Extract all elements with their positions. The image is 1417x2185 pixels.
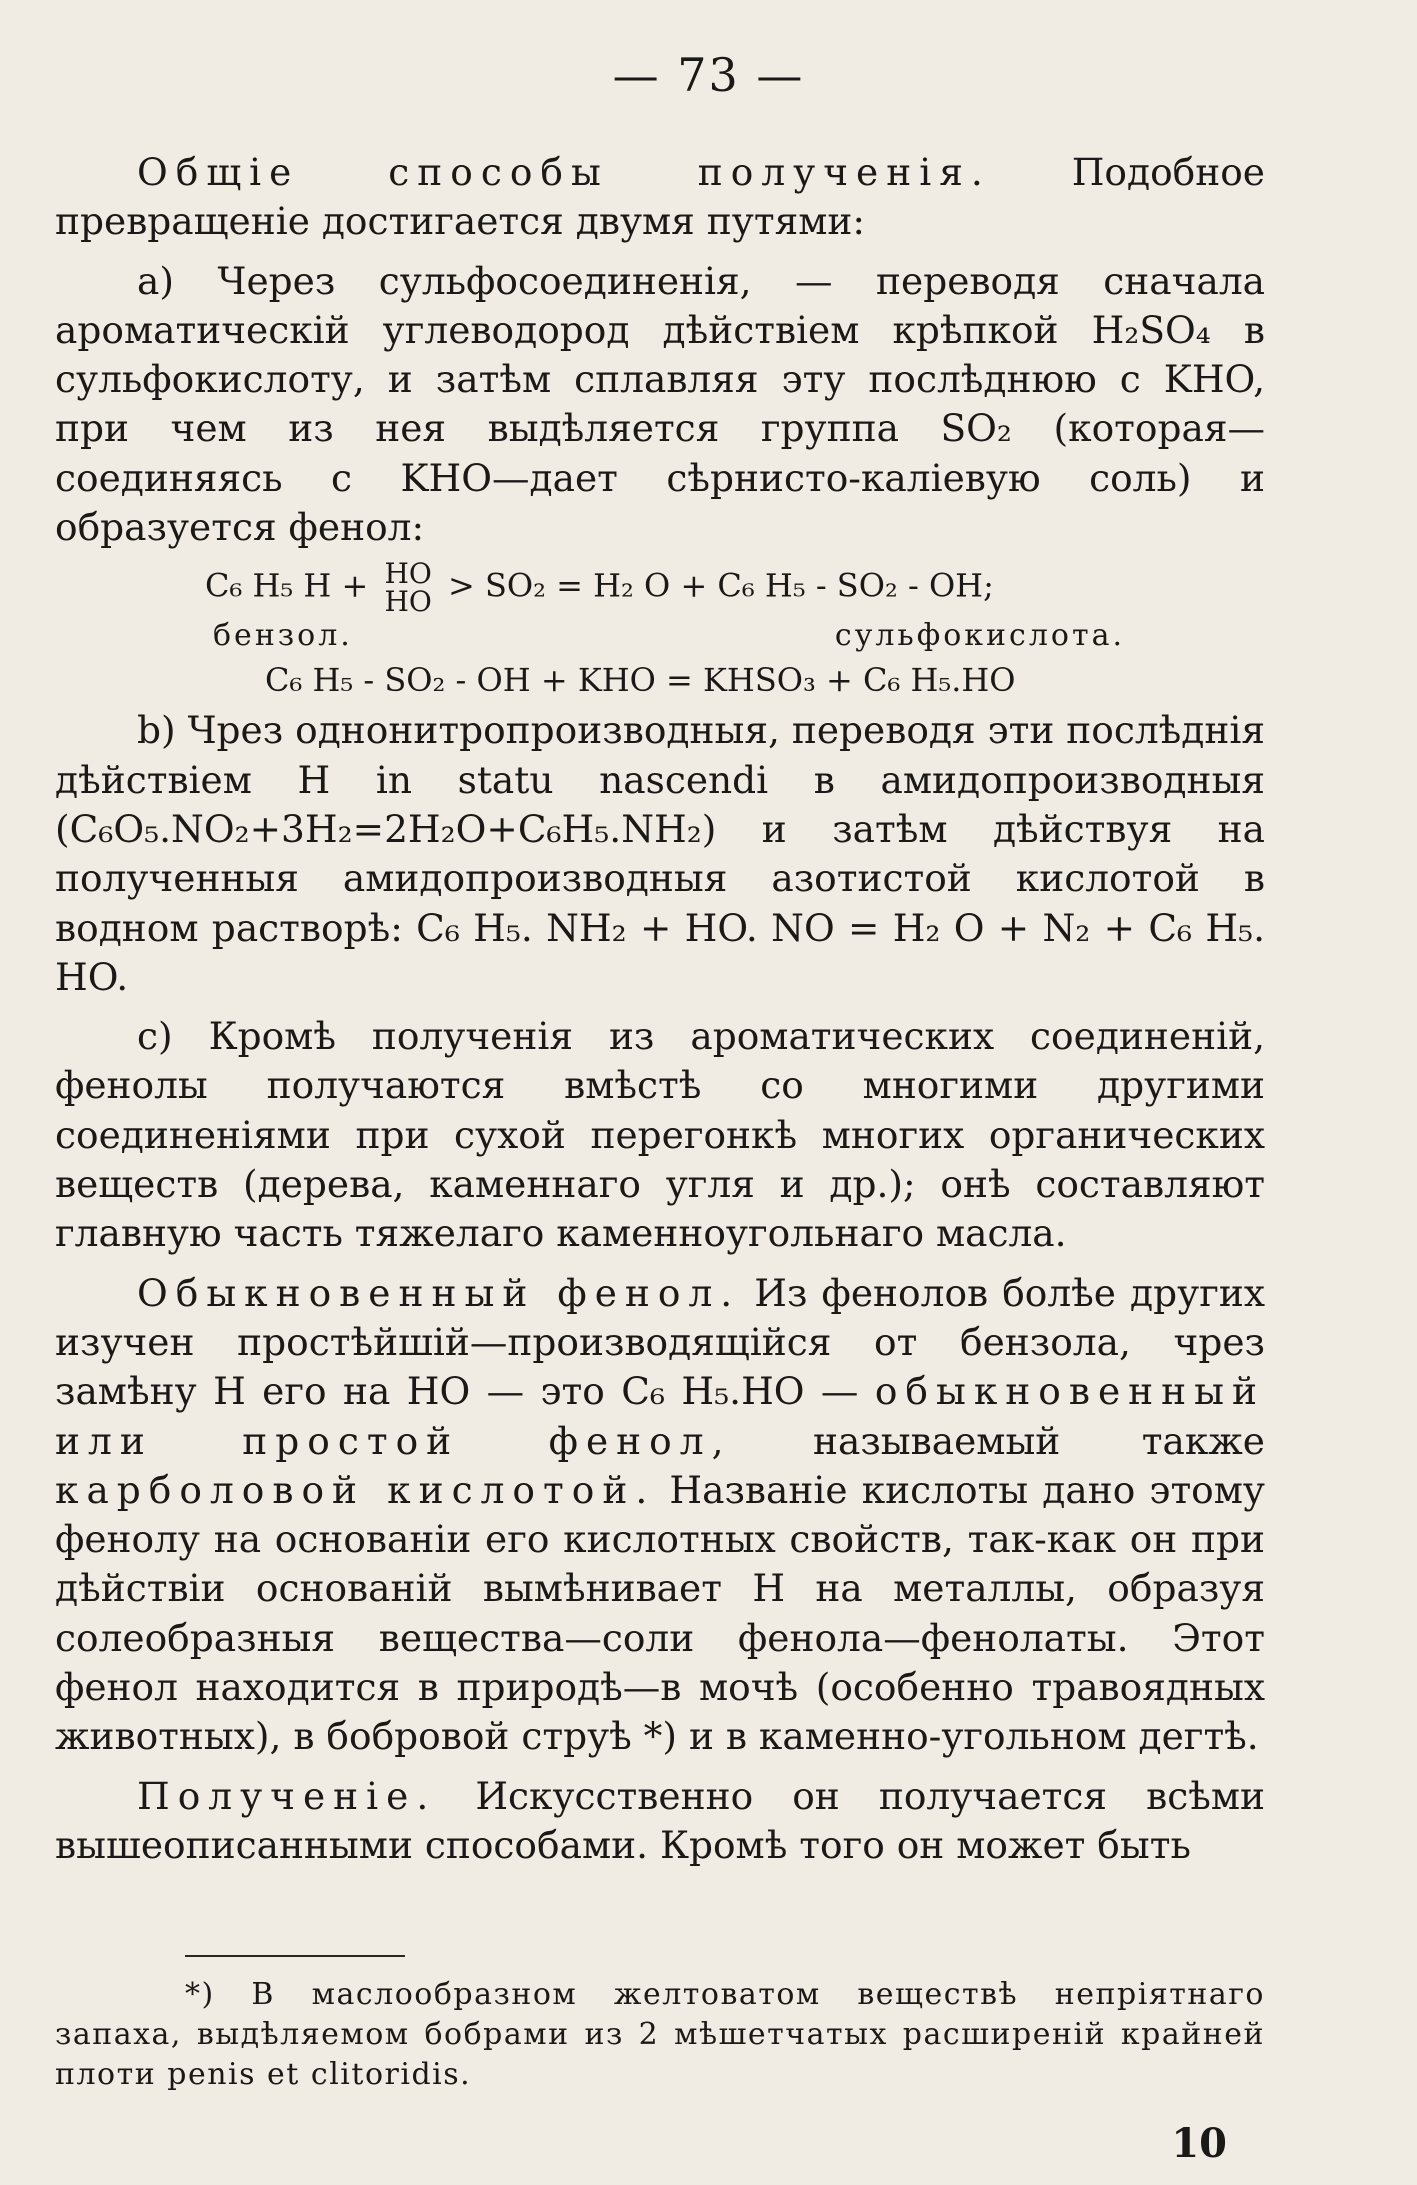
- paragraph-ordinary-phenol: [55, 1269, 1265, 1762]
- paragraph-preparation: [55, 1772, 1265, 1871]
- carbolic-acid-term: карболовой кислотой.: [55, 1467, 656, 1512]
- paragraph-general-methods-text: Подобное превращеніе достигается двумя путями:: [55, 150, 1265, 244]
- heading-ordinary-phenol: Обыкновенный фенол.: [137, 1270, 741, 1315]
- ordinary-phenol-text-c: называемый также: [812, 1418, 1265, 1463]
- formula-line-1-left: C₆ H₅ H +: [205, 566, 369, 605]
- signature-mark: 10: [1171, 2120, 1227, 2167]
- paragraph-method-a: а) Через сульфосоединенія, — переводя сначала ароматическій углеводород дѣйствіем крѣпкой H₂SO₄ в сульфокислоту, и затѣм сплавляя эту послѣднюю с KHO, при чем из нея выдѣляется группа SO₂ (которая—соединяясь с KHO—дает сѣрнисто-каліевую соль) и образуется фенол:: [55, 258, 1265, 550]
- footnote-rule: [185, 1955, 405, 1957]
- formula-line-1-right: > SO₂ = H₂ O + C₆ H₅ - SO₂ - OH;: [448, 566, 994, 605]
- preparation-text: Искусственно он получается всѣми вышеописанными способами. Кромѣ того он может быть: [55, 1773, 1265, 1867]
- heading-preparation: Полученіе.: [137, 1773, 437, 1818]
- body-text: [55, 148, 1265, 1870]
- heading-general-methods: Общіе способы полученія.: [137, 150, 991, 194]
- formula-labels: [55, 618, 1265, 654]
- formula-label-sulfonic-acid: сульфокислота.: [834, 618, 1125, 654]
- formula-fraction-bottom: HO: [384, 585, 432, 619]
- page-number: — 73 —: [612, 48, 805, 102]
- formula-sulfonation: [55, 557, 1265, 702]
- paragraph-method-b: b) Чрез однонитропроизводныя, переводя эти послѣднія дѣйствіем H in statu nascendi в амидопроизводныя (C₆O₅.NO₂+3H₂=2H₂O+C₆H₅.NH₂) и затѣм дѣйствуя на полученныя амидопроизводныя азотистой кислотой в водном растворѣ: C₆ H₅. NH₂ + HO. NO = H₂ O + N₂ + C₆ H₅. HO.: [55, 708, 1265, 999]
- formula-line-1: [55, 557, 1265, 619]
- paragraph-method-c: с) Кромѣ полученія из ароматических соединеній, фенолы получаются вмѣстѣ со многими другими соединеніями при сухой перегонкѣ многих органических веществ (дерева, каменнаго угля и др.); онѣ составляют главную часть тяжелаго каменноугольнаго масла.: [55, 1014, 1265, 1256]
- footnote-text: *) В маслообразном желтоватом веществѣ непріятнаго запаха, выдѣляемом бобрами из 2 мѣшетчатых расширеній крайней плоти penis et clitoridis.: [55, 1977, 1265, 2092]
- ordinary-phenol-text-e: Названіе кислоты дано этому фенолу на основаніи его кислотных свойств, так-как он при дѣйствіи основаній вымѣнивает H на металлы, образуя солеобразныя вещества—соли фенола—фенолаты. Этот фенол находится в природѣ—в мочѣ (особенно травоядных животных), в бобровой струѣ *) и в каменно-угольном дегтѣ.: [55, 1467, 1265, 1759]
- ordinary-phenol-text-a: Из фенолов болѣе других изучен простѣйшій—производящійся от бензола, чрез замѣну H его на HO — это C₆ H₅.HO —: [55, 1270, 1265, 1414]
- ordinary-phenol-term: обыкновенный или простой фенол,: [55, 1369, 1265, 1463]
- formula-fraction: [384, 557, 432, 619]
- formula-line-2: C₆ H₅ - SO₂ - OH + KHO = KHSO₃ + C₆ H₅.HO: [265, 661, 1016, 700]
- formula-fraction-top: HO: [384, 557, 432, 591]
- formula-label-benzene: бензол.: [213, 618, 353, 654]
- footnote: [55, 1975, 1265, 2095]
- paragraph-general-methods: [55, 148, 1265, 247]
